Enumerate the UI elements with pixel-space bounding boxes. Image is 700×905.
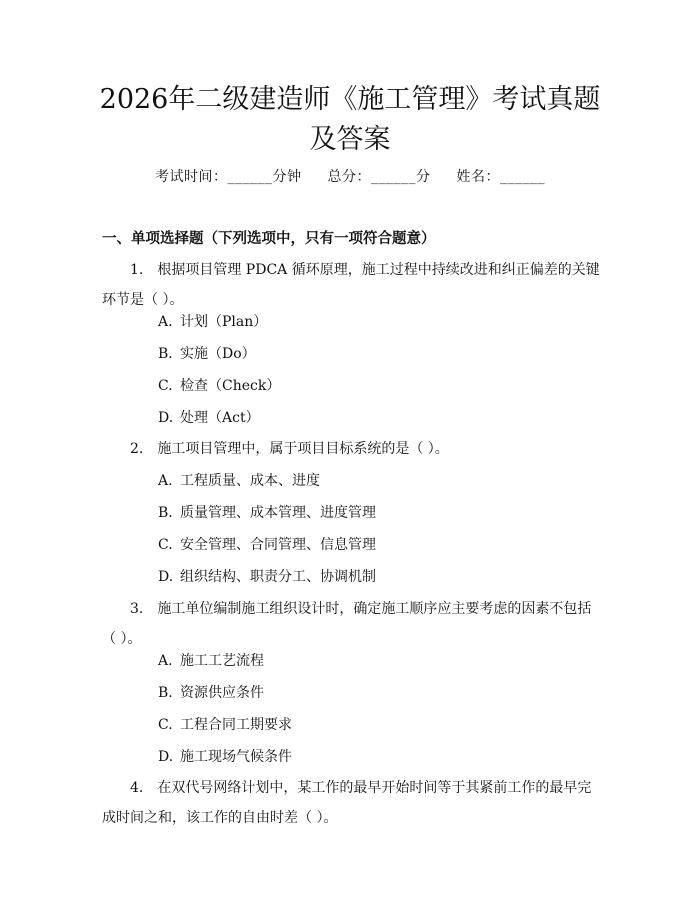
question-number: 4.	[130, 780, 144, 796]
option-letter: C.	[158, 717, 173, 733]
question-1	[102, 255, 602, 315]
option-letter: A.	[158, 653, 173, 669]
question-3	[102, 594, 602, 654]
option-2d	[158, 567, 376, 587]
option-letter: B.	[158, 505, 173, 521]
option-letter: A.	[158, 314, 173, 330]
option-text: 质量管理、成本管理、进度管理	[180, 505, 376, 521]
option-2b	[158, 503, 376, 523]
option-letter: A.	[158, 473, 173, 489]
question-text: 根据项目管理 PDCA 循环原理，施工过程中持续改进和纠正偏差的关键环节是（ ）。	[102, 262, 600, 308]
option-text: 实施（Do）	[180, 346, 256, 362]
option-2a	[158, 471, 320, 491]
option-letter: D.	[158, 569, 174, 585]
option-text: 工程合同工期要求	[180, 717, 292, 733]
option-letter: B.	[158, 685, 173, 701]
option-1b	[158, 344, 256, 364]
option-3c	[158, 715, 292, 735]
exam-name: 姓名：______	[456, 169, 545, 185]
option-text: 检查（Check）	[180, 378, 281, 394]
option-1d	[158, 408, 260, 428]
question-4	[102, 773, 602, 833]
option-1c	[158, 376, 280, 396]
option-letter: D.	[158, 749, 174, 765]
option-letter: C.	[158, 378, 173, 394]
option-text: 资源供应条件	[180, 685, 264, 701]
option-letter: B.	[158, 346, 173, 362]
option-text: 组织结构、职责分工、协调机制	[180, 569, 376, 585]
option-2c	[158, 535, 376, 555]
page-title: 2026年二级建造师《施工管理》考试真题及答案	[99, 84, 601, 155]
option-1a	[158, 312, 267, 332]
option-letter: C.	[158, 537, 173, 553]
option-3d	[158, 747, 292, 767]
question-2	[102, 434, 602, 464]
option-text: 安全管理、合同管理、信息管理	[180, 537, 376, 553]
exam-score: 总分：______分	[327, 169, 431, 185]
option-text: 处理（Act）	[180, 410, 260, 426]
question-number: 2.	[130, 441, 144, 457]
option-text: 工程质量、成本、进度	[180, 473, 320, 489]
section-title: 一、单项选择题（下列选项中，只有一项符合题意）	[102, 230, 436, 247]
option-letter: D.	[158, 410, 174, 426]
option-text: 计划（Plan）	[180, 314, 268, 330]
question-text: 施工单位编制施工组织设计时，确定施工顺序应主要考虑的因素不包括（ ）。	[102, 601, 592, 647]
exam-time: 考试时间：______分钟	[155, 169, 302, 185]
option-3a	[158, 651, 264, 671]
option-text: 施工工艺流程	[180, 653, 264, 669]
question-number: 1.	[130, 262, 144, 278]
exam-meta	[0, 167, 700, 187]
option-text: 施工现场气候条件	[180, 749, 292, 765]
question-text: 施工项目管理中，属于项目目标系统的是（ ）。	[157, 441, 449, 457]
question-number: 3.	[130, 601, 144, 617]
question-text: 在双代号网络计划中，某工作的最早开始时间等于其紧前工作的最早完成时间之和，该工作的自由时差（ ）。	[102, 780, 592, 826]
option-3b	[158, 683, 264, 703]
